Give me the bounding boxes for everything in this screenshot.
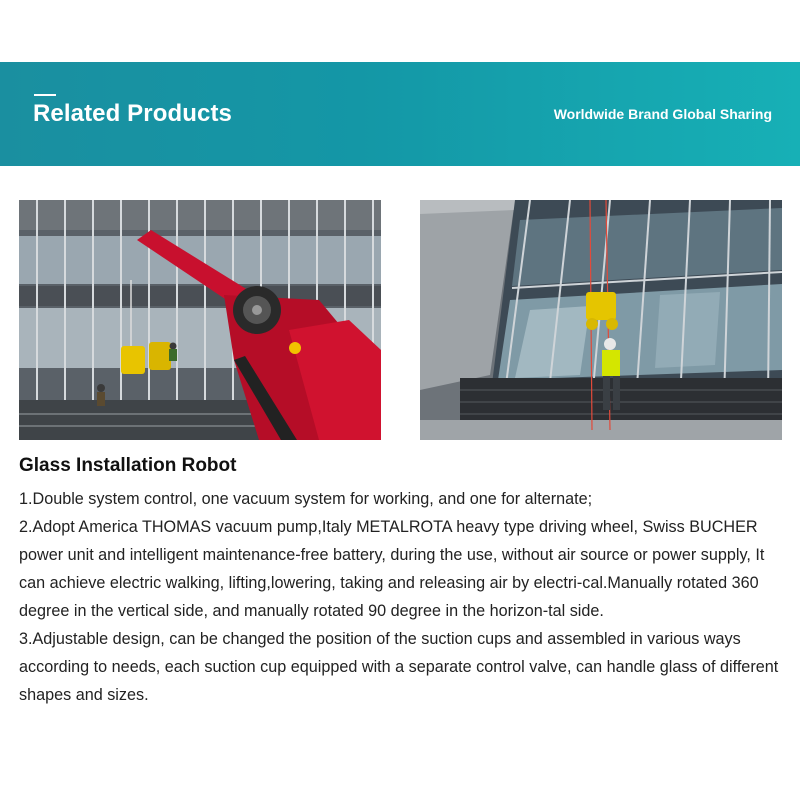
banner-accent-line bbox=[34, 94, 56, 96]
feature-item: 1.Double system control, one vacuum system for working, and one for alternate; bbox=[19, 490, 593, 508]
banner-slogan: Worldwide Brand Global Sharing bbox=[553, 106, 772, 122]
product-title: Glass Installation Robot bbox=[19, 455, 237, 476]
banner-title: Related Products bbox=[33, 100, 232, 127]
related-products-banner bbox=[0, 62, 800, 166]
feature-item: 2.Adopt America THOMAS vacuum pump,Italy METALROTA heavy type driving wheel, Swiss BUCHER power unit and intelligent maintenance-free battery, during the use, without air source or power supply, It can achieve electric walking, lifting,lowering, taking and releasing air by electri-cal.Manually rotated 360 degree in the vertical side, and manually rotated 90 degree in the horizon-tal side. bbox=[19, 518, 765, 620]
red-crane-glass-lifter-photo bbox=[19, 200, 381, 440]
feature-item: 3.Adjustable design, can be changed the position of the suction cups and assembled in various ways according to needs, each suction cup equipped with a separate control valve, can handle glass of different shapes and sizes. bbox=[19, 630, 779, 704]
worker-with-glass-suction-lifter-photo bbox=[420, 200, 782, 440]
product-features bbox=[19, 485, 779, 709]
